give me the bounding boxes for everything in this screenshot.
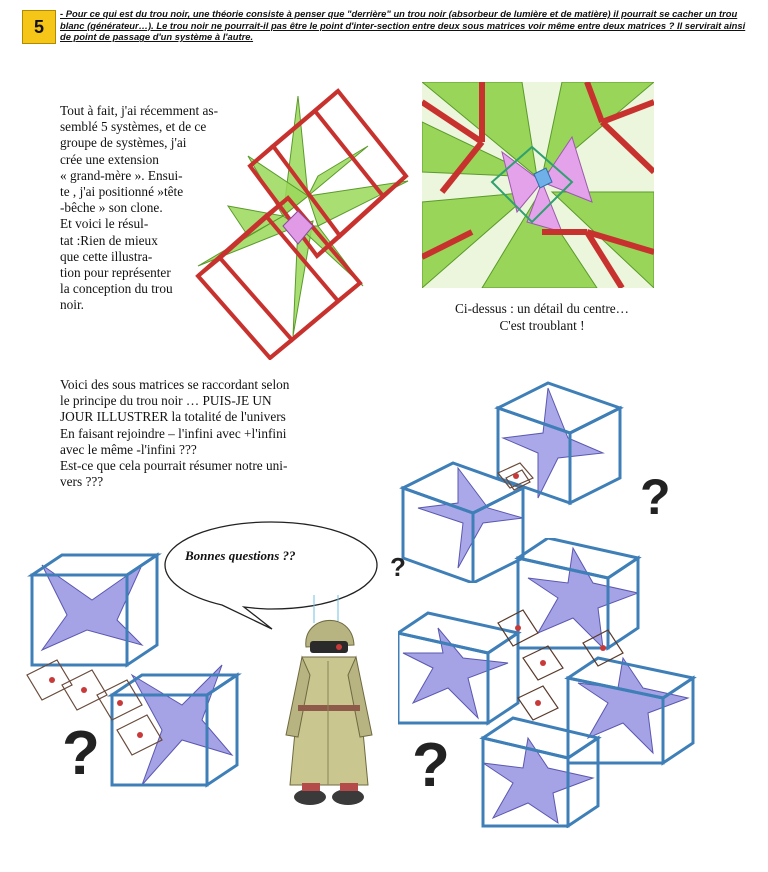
page-number-badge: 5 (22, 10, 56, 44)
text-line: JOUR ILLUSTRER la totalité de l'univers (60, 409, 286, 425)
text-line: Est-ce que cela pourrait résumer notre uni- (60, 458, 288, 474)
question-text: - Pour ce qui est du trou noir, une théorie consiste à penser que "derrière" un trou noir (absorbeur de lumière et de matière) il pourrait se cacher un trou blanc (générateur…). Le trou noir ne pourrait-il pas être le point d'inter-section entre deux sous matrices voir même entre deux matrices ? Il servirait ainsi de point de passage d'un système à l'autre. (60, 8, 746, 43)
question-mark: ? (390, 552, 406, 582)
text-line: la conception du trou (60, 281, 173, 297)
text-line: crée une extension (60, 151, 159, 167)
text-line: vers ??? (60, 474, 104, 490)
text-line: En faisant rejoindre – l'infini avec +l'infini (60, 425, 287, 441)
sub-matrices-paragraph (60, 377, 360, 490)
text-line: que cette illustra- (60, 248, 153, 264)
speech-bubble-text: Bonnes questions ?? (185, 548, 296, 563)
question-mark: ? (640, 469, 671, 525)
text-line: te , j'ai positionné »tête (60, 184, 184, 200)
question-mark: ? (62, 719, 100, 788)
text-line: « grand-mère ». Ensui- (60, 167, 183, 183)
text-line: tat :Rien de mieux (60, 232, 158, 248)
caption-line: C'est troublant ! (499, 318, 585, 333)
image-caption (412, 300, 672, 334)
text-line: Tout à fait, j'ai récemment as- (60, 103, 219, 118)
text-line: groupe de systèmes, j'ai (60, 135, 187, 151)
text-line: -bêche » son clone. (60, 200, 163, 216)
text-line: noir. (60, 297, 85, 313)
text-line: Voici des sous matrices se raccordant selon (60, 377, 290, 392)
hooded-character-figure (276, 595, 382, 815)
text-line: semblé 5 systèmes, et de ce (60, 119, 207, 135)
text-line: tion pour représenter (60, 265, 171, 281)
center-detail-image (422, 82, 654, 288)
text-line: Et voici le résul- (60, 216, 149, 232)
text-line: le principe du trou noir … PUIS-JE UN (60, 393, 272, 409)
question-mark: ? (412, 731, 450, 800)
caption-line: Ci-dessus : un détail du centre… (455, 301, 629, 316)
text-line: avec le même -l'infini ??? (60, 441, 197, 457)
black-hole-illustration (188, 86, 414, 360)
